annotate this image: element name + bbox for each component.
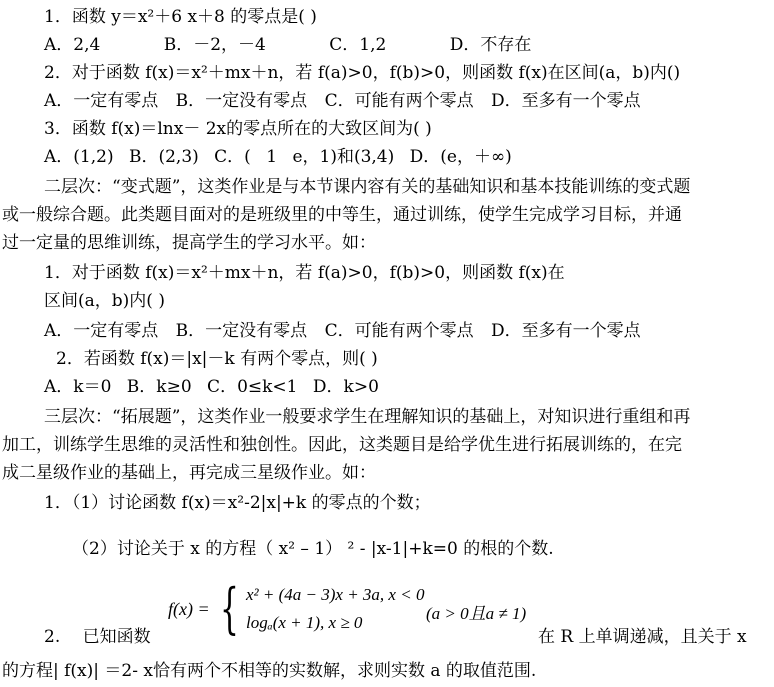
extension-1-part-1: 1．（1）讨论函数 f(x)＝x²-2|x|+k 的零点的个数； bbox=[44, 493, 431, 513]
variant-1: 1．对于函数 f(x)＝x²＋mx＋n，若 f(a)>0，f(b)>0，则函数 f(x)在 bbox=[44, 263, 565, 283]
piecewise-case-2: logₐ(x + 1), x ≥ 0 bbox=[246, 613, 363, 632]
piecewise-function bbox=[168, 577, 538, 643]
piecewise-case-1: x² + (4a − 3)x + 3a, x < 0 bbox=[246, 585, 425, 604]
function-label: f(x) = bbox=[168, 599, 210, 619]
variant-1-continued: 区间(a，b)内( ) bbox=[44, 291, 165, 311]
level-2-paragraph-line-3: 过一定量的思维训练，提高学生的学习水平。如： bbox=[2, 233, 376, 253]
level-3-paragraph-line-1: 三层次：“拓展题”，这类作业一般要求学生在理解知识的基础上，对知识进行重组和再 bbox=[44, 407, 691, 427]
question-3: 3．函数 f(x)＝lnx－ 2x的零点所在的大致区间为( ) bbox=[44, 119, 432, 139]
left-brace: { bbox=[220, 577, 239, 640]
level-3-paragraph-line-3: 成二星级作业的基础上，再完成三星级作业。如： bbox=[2, 463, 376, 483]
variant-2-options: A．k＝0 B．k≥0 C．0≤k<1 D．k>0 bbox=[44, 377, 379, 397]
level-2-paragraph-line-1: 二层次：“变式题”，这类作业是与本节课内容有关的基础知识和基本技能训练的变式题 bbox=[44, 177, 691, 197]
extension-2-lead: 2. 已知函数 bbox=[44, 627, 151, 647]
question-2-options: A．一定有零点 B．一定没有零点 C．可能有两个零点 D．至多有一个零点 bbox=[44, 91, 641, 111]
extension-2-continued: 在 R 上单调递减，且关于 x bbox=[538, 627, 747, 647]
variant-1-options: A．一定有零点 B．一定没有零点 C．可能有两个零点 D．至多有一个零点 bbox=[44, 321, 641, 341]
question-1-options: A．2,4 B．－2，－4 C．1,2 D．不存在 bbox=[44, 35, 532, 55]
question-1: 1．函数 y＝x²＋6 x＋8 的零点是( ) bbox=[44, 7, 317, 27]
level-3-paragraph-line-2: 加工，训练学生思维的灵活性和独创性。因此，这类题目是给学优生进行拓展训练的，在完 bbox=[2, 435, 682, 455]
question-3-options: A．(1,2) B．(2,3) C．( 1 e，1)和(3,4) D．(e，＋∞) bbox=[44, 147, 512, 167]
extension-2-tail: 的方程| f(x)| ＝2- x恰有两个不相等的实数解，求则实数 a 的取值范围. bbox=[2, 661, 537, 681]
level-2-paragraph-line-2: 或一般综合题。此类题目面对的是班级里的中等生，通过训练，使学生完成学习目标，并通 bbox=[2, 205, 682, 225]
variant-2: 2．若函数 f(x)＝|x|－k 有两个零点，则( ) bbox=[56, 349, 378, 369]
question-2: 2．对于函数 f(x)＝x²＋mx＋n，若 f(a)>0，f(b)>0，则函数 f(x)在区间(a，b)内() bbox=[44, 63, 681, 83]
parameter-condition: (a > 0且a ≠ 1) bbox=[426, 604, 527, 623]
extension-1-part-2: （2）讨论关于 x 的方程（ x² – 1） ² - |x-1|+k=0 的根的个数. bbox=[72, 539, 554, 559]
